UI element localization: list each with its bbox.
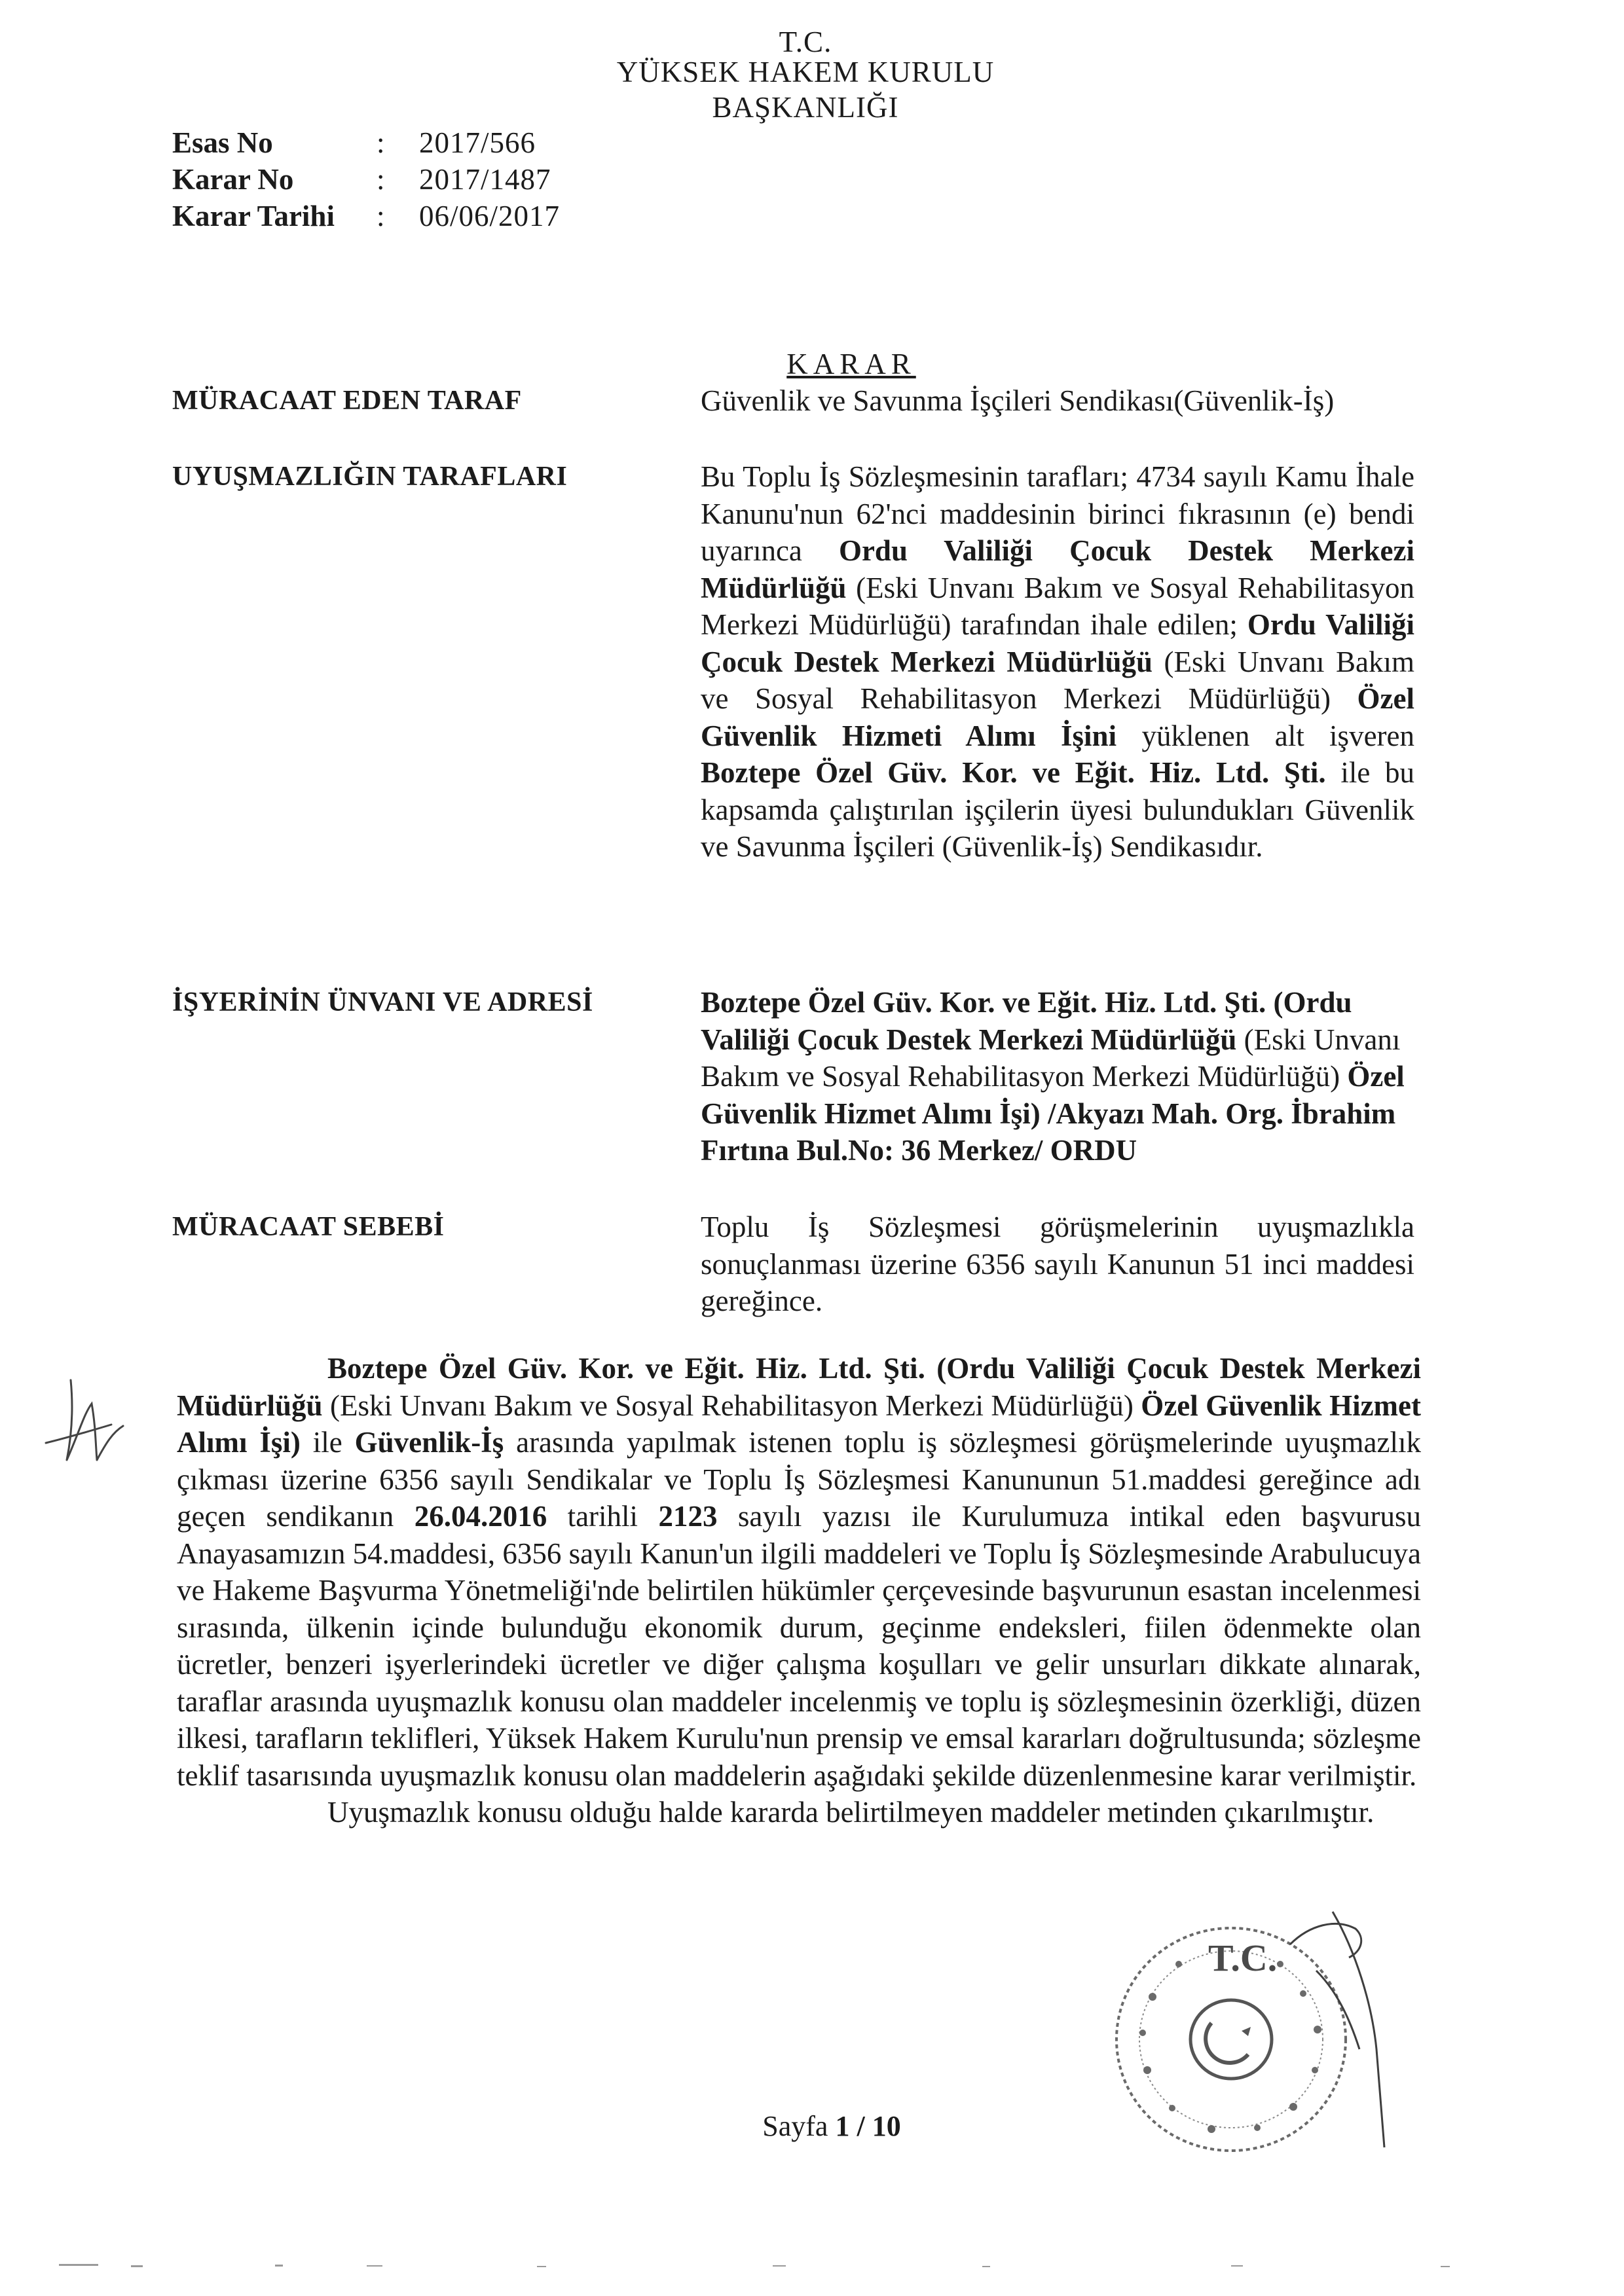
reason-label: MÜRACAAT SEBEBİ <box>172 1212 445 1242</box>
header-tc: T.C. <box>779 26 832 58</box>
karar-tarihi-value: 06/06/2017 <box>419 200 561 232</box>
parties-text-part: ile bu kapsamda çalıştırılan işçilerin üyesi bulundukları Güvenlik ve Savunma İşçileri (Güvenlik-İş) Sendikasıdır. <box>701 756 1414 863</box>
colon: : <box>377 200 385 232</box>
body-bold-part: Güvenlik-İş <box>354 1426 504 1459</box>
workplace-label: İŞYERİNİN ÜNVANI VE ADRESİ <box>172 987 593 1017</box>
colon: : <box>377 163 385 196</box>
reason-value: Toplu İş Sözleşmesi görüşmelerinin uyuşmazlıkla sonuçlanması üzerine 6356 sayılı Kanunun 51 inci maddesi gereğince. <box>701 1211 1414 1317</box>
esas-no-label: Esas No <box>172 126 273 159</box>
body-bold-part: 2123 <box>658 1500 718 1533</box>
stamp-text: T.C. <box>1208 1937 1278 1979</box>
header-authority: YÜKSEK HAKEM KURULU <box>616 56 995 88</box>
decision-paragraph <box>177 1350 1421 1794</box>
decision-title: KARAR <box>786 348 916 380</box>
parties-text-part: (Eski Unvanı Bakım ve Sosyal Rehabilitasyon Merkezi Müdürlüğü) tarafından ihale edilen; <box>701 571 1414 641</box>
body-text-part: (Eski Unvanı Bakım ve Sosyal Rehabilitasyon Merkezi Müdürlüğü) <box>322 1389 1141 1422</box>
body-text-part: ile <box>300 1426 355 1459</box>
parties-bold-part: Özel Güvenlik Hizmeti Alımı İşini <box>701 682 1414 752</box>
body-bold-part: 26.04.2016 <box>414 1500 547 1533</box>
body-text-part: tarihli <box>547 1500 659 1533</box>
parties-text-part: Bu Toplu İş Sözleşmesinin tarafları; 4734 sayılı Kamu İhale Kanunu'nun 62'nci maddesinin birinci fıkrasının (e) bendi uyarınca <box>701 460 1414 567</box>
workplace-text-part: (Eski Unvanı Bakım ve Sosyal Rehabilitasyon Merkezi Müdürlüğü) <box>701 1023 1401 1093</box>
body-bold-part: Boztepe Özel Güv. Kor. ve Eğit. Hiz. Ltd. Şti. (Ordu Valiliği Çocuk Destek Merkezi Müdürlüğü <box>177 1352 1421 1422</box>
decision-body <box>177 1350 1421 1831</box>
parties-bold-part: Ordu Valiliği Çocuk Destek Merkezi Müdürlüğü <box>701 534 1414 604</box>
applicant-label: MÜRACAAT EDEN TARAF <box>172 386 522 416</box>
page-number-prefix: Sayfa <box>762 2110 836 2142</box>
parties-bold-part: Boztepe Özel Güv. Kor. ve Eğit. Hiz. Ltd. Şti. <box>701 756 1326 789</box>
applicant-value: Güvenlik ve Savunma İşçileri Sendikası(Güvenlik-İş) <box>701 384 1335 417</box>
scan-edge-specks <box>0 2252 1624 2278</box>
parties-label: UYUŞMAZLIĞIN TARAFLARI <box>172 462 568 492</box>
karar-no-label: Karar No <box>172 163 294 196</box>
workplace-address <box>701 984 1414 1169</box>
parties-text <box>701 458 1414 866</box>
parties-text-part: yüklenen alt işveren <box>1116 719 1414 752</box>
page-number <box>720 2108 943 2145</box>
esas-no-value: 2017/566 <box>419 126 536 159</box>
parties-text-part: (Eski Unvanı Bakım ve Sosyal Rehabilitasyon Merkezi Müdürlüğü) <box>701 645 1414 715</box>
body-text-part: sayılı yazısı ile Kurulumuza intikal eden başvurusu Anayasamızın 54.maddesi, 6356 sayılı Kanun'un ilgili maddeleri ve Toplu İş Sözleşmesinde Arabulucuya ve Hakeme Başvurma Yönetmeliği'nde belirtilen hükümler çerçevesinde başvurunun esastan incelenmesi sırasında, ülkenin içinde bulunduğu ekonomik durum, geçinme endeksleri, fiilen ödenmekte olan ücretler, benzeri işyerlerindeki ücretler ve diğer çalışma koşulları ve gelir unsurları dikkate alınarak, taraflar arasında uyuşmazlık konusu olan maddeler incelenmiş ve toplu iş sözleşmesinin özerkliği, düzen ilkesi, tarafların teklifleri, Yüksek Hakem Kurulu'nun prensip ve emsal kararları doğrultusunda; sözleşme teklif tasarısında uyuşmazlık konusu olan maddelerin aşağıdaki şekilde düzenlenmesine karar verilmiştir. <box>177 1500 1422 1792</box>
workplace-bold-part: Boztepe Özel Güv. Kor. ve Eğit. Hiz. Ltd. Şti. (Ordu Valiliği Çocuk Destek Merkezi Müdürlüğü <box>701 986 1352 1056</box>
workplace-bold-part: Özel Güvenlik Hizmet Alımı İşi) /Akyazı Mah. Org. İbrahim Fırtına Bul.No: 36 Merkez/ ORDU <box>701 1060 1405 1167</box>
karar-tarihi-label: Karar Tarihi <box>172 200 335 232</box>
parties-bold-part: Ordu Valiliği Çocuk Destek Merkezi Müdürlüğü <box>701 608 1414 678</box>
removed-clauses-paragraph: Uyuşmazlık konusu olduğu halde kararda belirtilmeyen maddeler metinden çıkarılmıştır. <box>327 1796 1375 1829</box>
header-presidency: BAŞKANLIĞI <box>712 91 899 124</box>
page-number-value: 1 / 10 <box>835 2110 901 2142</box>
official-seal-stamp <box>1074 1899 1414 2180</box>
body-bold-part: Özel Güvenlik Hizmet Alımı İşi) <box>177 1389 1421 1459</box>
body-text-part: arasında yapılmak istenen toplu iş sözleşmesi görüşmelerinde uyuşmazlık çıkması üzerine 6356 sayılı Sendikalar ve Toplu İş Sözleşmesi Kanununun 51.maddesi gereğince adı geçen sendikanın <box>177 1426 1421 1533</box>
handwritten-initial-mark <box>33 1362 138 1480</box>
colon: : <box>377 126 385 159</box>
karar-no-value: 2017/1487 <box>419 163 551 196</box>
